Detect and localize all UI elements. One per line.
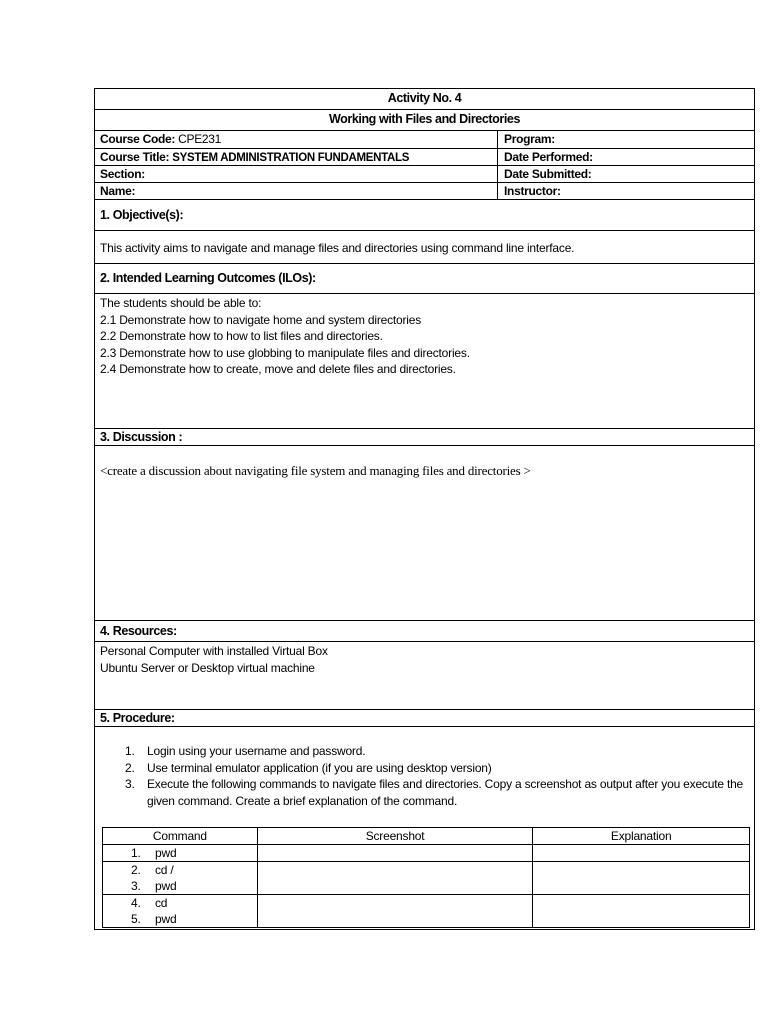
instructor-label: Instructor: (504, 184, 561, 198)
ilo-title-row (95, 264, 754, 294)
command-text: pwd (155, 912, 177, 926)
resource-item-pc: Personal Computer with installed Virtual Box (100, 644, 328, 658)
discussion-title-row (95, 429, 754, 446)
procedure-step: 2. Use terminal emulator application (if you are using desktop version) (125, 760, 492, 775)
activity-number: Activity No. 4 (387, 91, 462, 105)
ilo-title: 2. Intended Learning Outcomes (ILOs): (100, 271, 316, 285)
activity-title-row (95, 110, 754, 131)
ilo-line-2-2: 2.2 Demonstrate how to how to list files and directories. (100, 329, 383, 343)
name-row (95, 183, 754, 200)
table-row (103, 895, 750, 928)
command-cell: 4. cd 5. pwd (103, 895, 258, 928)
command-text: pwd (155, 846, 177, 860)
objective-text: This activity aims to navigate and manage files and directories using command line interface. (100, 241, 575, 255)
procedure-steps (95, 743, 754, 809)
objective-title-row (95, 200, 754, 231)
ilo-line-2-1: 2.1 Demonstrate how to navigate home and system directories (100, 312, 422, 327)
discussion-title: 3. Discussion : (100, 430, 183, 444)
command-text: cd / (155, 863, 174, 877)
ilo-line-2-3: 2.3 Demonstrate how to use globbing to manipulate files and directories. (100, 345, 470, 360)
ilo-body-row (95, 294, 754, 429)
command-text: cd (155, 896, 168, 910)
resources-title: 4. Resources: (100, 624, 177, 638)
section-label: Section: (95, 166, 498, 182)
explanation-cell[interactable] (533, 845, 750, 862)
course-code-label: Course Code: (100, 132, 176, 146)
date-performed-label: Date Performed: (504, 150, 593, 164)
date-submitted-label: Date Submitted: (504, 167, 592, 181)
command-cell: 1. pwd (103, 845, 258, 862)
procedure-step: 3. Execute the following commands to navigate files and directories. Copy a screenshot as output after you execute the given command. Create a brief explanation of the command. (125, 777, 744, 808)
procedure-step: 1. Login using your username and password. (125, 744, 366, 758)
program-label: Program: (504, 132, 555, 146)
course-code-value: CPE231 (178, 132, 222, 146)
procedure-title: 5. Procedure: (100, 711, 175, 725)
procedure-title-row (95, 710, 754, 727)
activity-number-row (95, 89, 754, 110)
discussion-body-row (95, 446, 754, 621)
command-cell: 2. cd / 3. pwd (103, 862, 258, 895)
discussion-text: <create a discussion about navigating file system and managing files and directories > (100, 463, 531, 478)
name-label: Name: (95, 183, 498, 199)
table-row (103, 845, 750, 862)
course-title-row (95, 149, 754, 166)
command-text: pwd (155, 879, 177, 893)
screenshot-cell[interactable] (257, 862, 533, 895)
activity-sheet (94, 88, 755, 930)
explanation-cell[interactable] (533, 895, 750, 928)
column-header-explanation: Explanation (533, 828, 750, 845)
command-table (102, 827, 750, 928)
course-title-label: Course Title: (100, 150, 170, 164)
resources-title-row (95, 621, 754, 642)
resources-body-row (95, 642, 754, 710)
explanation-cell[interactable] (533, 862, 750, 895)
course-code-row (95, 131, 754, 149)
table-row (103, 862, 750, 895)
activity-title: Working with Files and Directories (328, 112, 521, 126)
column-header-command: Command (103, 828, 258, 845)
column-header-screenshot: Screenshot (257, 828, 533, 845)
ilo-line-2-4: 2.4 Demonstrate how to create, move and delete files and directories. (100, 362, 456, 376)
section-row (95, 166, 754, 183)
screenshot-cell[interactable] (257, 845, 533, 862)
resource-item-ubuntu: Ubuntu Server or Desktop virtual machine (100, 660, 315, 675)
objective-title: 1. Objective(s): (100, 208, 184, 222)
screenshot-cell[interactable] (257, 895, 533, 928)
objective-body-row (95, 231, 754, 264)
course-title-value: SYSTEM ADMINISTRATION FUNDAMENTALS (172, 152, 410, 164)
ilo-line-intro: The students should be able to: (100, 296, 262, 310)
